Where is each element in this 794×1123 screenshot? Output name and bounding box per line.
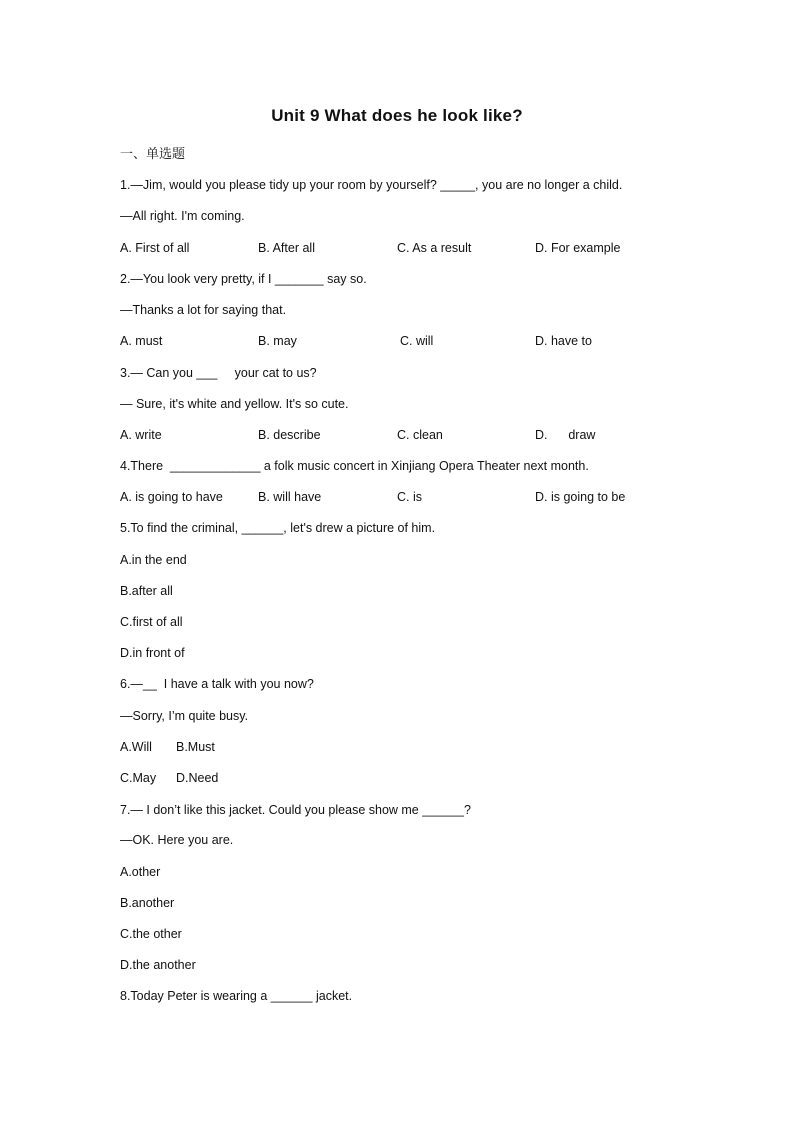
question-7-reply: —OK. Here you are. bbox=[120, 833, 234, 847]
question-3-option-b: B. describe bbox=[258, 428, 321, 442]
question-7-option-c: C.the other bbox=[120, 927, 182, 941]
question-6-stem: 6.—__ I have a talk with you now? bbox=[120, 677, 314, 691]
question-6-option-b: B.Must bbox=[176, 740, 215, 754]
question-5-option-a: A.in the end bbox=[120, 553, 187, 567]
question-5-option-b: B.after all bbox=[120, 584, 173, 598]
question-6-option-d: D.Need bbox=[176, 771, 219, 785]
question-3-option-c: C. clean bbox=[397, 428, 443, 442]
question-2-option-a: A. must bbox=[120, 334, 163, 348]
question-1-stem: 1.—Jim, would you please tidy up your room by yourself? _____, you are no longer a child. bbox=[120, 178, 623, 192]
question-3-option-d: D. draw bbox=[535, 428, 596, 442]
question-4-option-b: B. will have bbox=[258, 490, 322, 504]
question-1-reply: —All right. I'm coming. bbox=[120, 209, 245, 223]
question-5-option-d: D.in front of bbox=[120, 646, 185, 660]
question-4-option-c: C. is bbox=[397, 490, 422, 504]
question-7-option-a: A.other bbox=[120, 865, 161, 879]
question-4-option-d: D. is going to be bbox=[535, 490, 626, 504]
question-1-option-d: D. For example bbox=[535, 241, 621, 255]
question-2-option-c: C. will bbox=[400, 334, 434, 348]
question-1-option-a: A. First of all bbox=[120, 241, 190, 255]
question-6-option-c: C.May bbox=[120, 771, 157, 785]
question-6-reply: —Sorry, I’m quite busy. bbox=[120, 709, 249, 723]
question-3-reply: — Sure, it's white and yellow. It's so cute. bbox=[120, 397, 349, 411]
question-1-option-b: B. After all bbox=[258, 241, 315, 255]
question-4-option-a: A. is going to have bbox=[120, 490, 223, 504]
question-8-stem: 8.Today Peter is wearing a ______ jacket. bbox=[120, 989, 353, 1003]
question-6-option-a: A.Will bbox=[120, 740, 152, 754]
question-3-stem: 3.— Can you ___ your cat to us? bbox=[120, 366, 317, 380]
question-2-option-b: B. may bbox=[258, 334, 297, 348]
question-5-stem: 5.To find the criminal, ______, let's drew a picture of him. bbox=[120, 521, 436, 535]
question-2-stem: 2.—You look very pretty, if I _______ say so. bbox=[120, 272, 367, 286]
question-3-option-a: A. write bbox=[120, 428, 162, 442]
section-heading: 一、单选题 bbox=[120, 146, 186, 161]
question-7-option-d: D.the another bbox=[120, 958, 196, 972]
question-7-stem: 7.— I don’t like this jacket. Could you please show me ______? bbox=[120, 803, 471, 817]
page-title: Unit 9 What does he look like? bbox=[271, 106, 523, 125]
question-4-stem: 4.There _____________ a folk music concert in Xinjiang Opera Theater next month. bbox=[120, 459, 589, 473]
question-7-option-b: B.another bbox=[120, 896, 175, 910]
question-2-option-d: D. have to bbox=[535, 334, 592, 348]
question-5-option-c: C.first of all bbox=[120, 615, 183, 629]
question-2-reply: —Thanks a lot for saying that. bbox=[120, 303, 287, 317]
question-1-option-c: C. As a result bbox=[397, 241, 472, 255]
